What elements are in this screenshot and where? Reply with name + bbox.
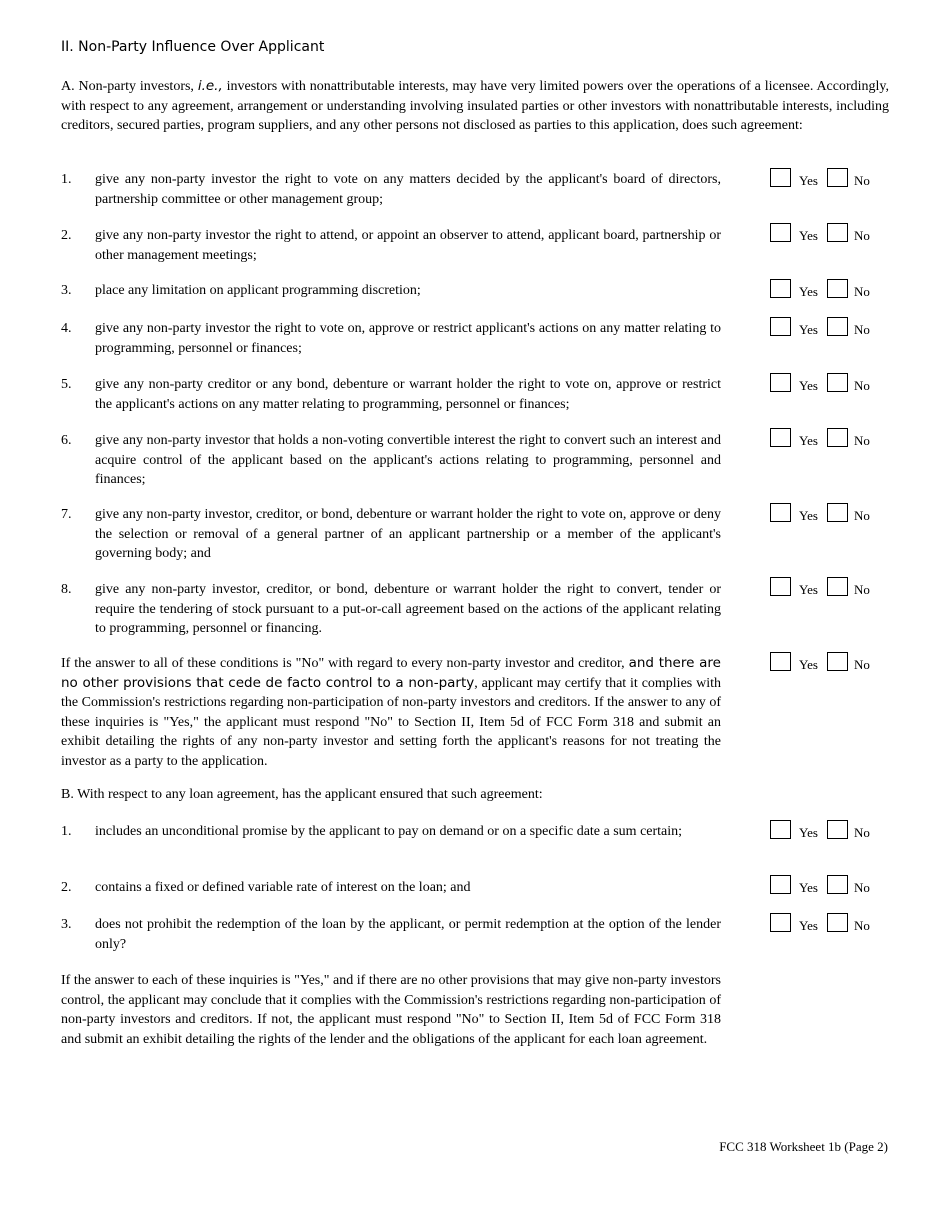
page-footer: FCC 318 Worksheet 1b (Page 2) xyxy=(719,1139,888,1154)
checkbox-yes[interactable] xyxy=(770,875,791,894)
item-number: 1. xyxy=(61,824,72,839)
no-label: No xyxy=(854,228,870,243)
item-a-4 xyxy=(61,319,721,358)
checkbox-yes[interactable] xyxy=(770,820,791,839)
item-number: 2. xyxy=(61,880,72,895)
certification-b: If the answer to each of these inquiries is "Yes," and if there are no other provisions that may give non-party investors control, the applicant may conclude that it complies with the Commission's restrictions regarding non-participation of non-party investors and creditors. If not, the applicant must respond "No" to Section II, Item 5d of FCC Form 318 and submit an exhibit detailing the rights of the lender and the obligations of the applicant for each loan agreement. xyxy=(61,973,721,1047)
checkbox-yes[interactable] xyxy=(770,577,791,596)
item-number: 7. xyxy=(61,507,72,522)
yes-no-a-5 xyxy=(770,373,890,397)
item-text: give any non-party investor the right to vote on, approve or restrict applicant's actions on any matter relating to programming, personnel or finances; xyxy=(95,321,721,356)
yes-no-a-2 xyxy=(770,223,890,247)
yes-label: Yes xyxy=(799,228,818,243)
no-label: No xyxy=(854,880,870,895)
checkbox-no[interactable] xyxy=(827,875,848,894)
intro-rest: investors with nonattributable interests, may have very limited powers over the operations of a licensee. Accordingly, with respect to any agreement, arrangement or understanding involving insulated parties or other investors with nonattributable interests, including creditors, secured parties, program suppliers, and any other persons not disclosed as parties to this application, does such agreement: xyxy=(61,79,890,133)
yes-no-a-4 xyxy=(770,317,890,341)
item-b-1 xyxy=(61,822,721,842)
item-b-3 xyxy=(61,915,721,954)
no-label: No xyxy=(854,433,870,448)
no-label: No xyxy=(854,284,870,299)
yes-label: Yes xyxy=(799,173,818,188)
item-a-7 xyxy=(61,505,721,564)
item-a-5 xyxy=(61,375,721,414)
item-number: 8. xyxy=(61,582,72,597)
no-label: No xyxy=(854,508,870,523)
checkbox-yes[interactable] xyxy=(770,279,791,298)
yes-no-b-2 xyxy=(770,875,890,899)
item-text: give any non-party investor, creditor, or bond, debenture or warrant holder the right to convert, tender or require the tendering of stock pursuant to a put-or-call agreement based on the actions of the applicant relating to programming, personnel or financing. xyxy=(95,582,721,636)
yes-label: Yes xyxy=(799,378,818,393)
section-b-heading: B. With respect to any loan agreement, has the applicant ensured that such agreement: xyxy=(61,787,543,802)
no-label: No xyxy=(854,918,870,933)
checkbox-no[interactable] xyxy=(827,503,848,522)
checkbox-no[interactable] xyxy=(827,428,848,447)
section-title: II. Non-Party Influence Over Applicant xyxy=(61,39,325,55)
intro-prefix: A. Non-party investors, xyxy=(61,79,198,94)
item-text: contains a fixed or defined variable rate of interest on the loan; and xyxy=(95,880,471,895)
yes-label: Yes xyxy=(799,433,818,448)
item-text: give any non-party investor the right to attend, or appoint an observer to attend, applicant board, partnership or other management meetings; xyxy=(95,228,721,263)
no-label: No xyxy=(854,657,870,672)
item-text: place any limitation on applicant programming discretion; xyxy=(95,283,421,298)
item-text: does not prohibit the redemption of the loan by the applicant, or permit redemption at the option of the lender only? xyxy=(95,917,721,952)
intro-paragraph xyxy=(61,77,889,136)
checkbox-no[interactable] xyxy=(827,820,848,839)
cert-a-part3: , applicant may certify that it complies with the Commission's restrictions regarding non-participation of non-party investors and creditors. If the answer to any of these inquiries is "Yes," the applicant must respond "No" to Section II, Item 5d of FCC Form 318 and submit an exhibit detailing the rights of any non-party investor and setting forth the applicant's reasons for not treating the investor as a party to the application. xyxy=(61,675,721,769)
checkbox-yes[interactable] xyxy=(770,428,791,447)
item-number: 4. xyxy=(61,321,72,336)
item-a-6 xyxy=(61,431,721,490)
yes-no-a-8 xyxy=(770,577,890,601)
checkbox-no[interactable] xyxy=(827,279,848,298)
checkbox-yes[interactable] xyxy=(770,913,791,932)
item-a-3 xyxy=(61,281,721,301)
checkbox-yes[interactable] xyxy=(770,652,791,671)
yes-no-a-6 xyxy=(770,428,890,452)
item-number: 5. xyxy=(61,377,72,392)
checkbox-yes[interactable] xyxy=(770,168,791,187)
yes-label: Yes xyxy=(799,657,818,672)
checkbox-no[interactable] xyxy=(827,373,848,392)
cert-a-part1: If the answer to all of these conditions is "No" with regard to every non-party investor and creditor, xyxy=(61,656,629,671)
cert-a-emphasis: and there are no other provisions that cede de facto control to a non-party xyxy=(61,655,721,691)
yes-label: Yes xyxy=(799,918,818,933)
checkbox-no[interactable] xyxy=(827,652,848,671)
item-text: give any non-party investor that holds a non-voting convertible interest the right to convert such an interest and acquire control of the applicant based on the applicant's actions relating to programming, personnel and finances; xyxy=(95,433,721,487)
checkbox-no[interactable] xyxy=(827,317,848,336)
checkbox-yes[interactable] xyxy=(770,223,791,242)
item-text: includes an unconditional promise by the applicant to pay on demand or on a specific date a sum certain; xyxy=(95,824,683,839)
item-a-2 xyxy=(61,226,721,265)
item-number: 2. xyxy=(61,228,72,243)
yes-label: Yes xyxy=(799,825,818,840)
yes-no-a-1 xyxy=(770,168,890,192)
no-label: No xyxy=(854,582,870,597)
item-number: 3. xyxy=(61,283,72,298)
yes-no-b-3 xyxy=(770,913,890,937)
checkbox-no[interactable] xyxy=(827,168,848,187)
item-a-1 xyxy=(61,170,721,209)
checkbox-yes[interactable] xyxy=(770,373,791,392)
checkbox-yes[interactable] xyxy=(770,317,791,336)
item-text: give any non-party creditor or any bond, debenture or warrant holder the right to vote on, approve or restrict the applicant's actions on any matter relating to programming, personnel or finances; xyxy=(95,377,721,412)
no-label: No xyxy=(854,173,870,188)
item-b-2 xyxy=(61,878,721,898)
yes-no-a-certify xyxy=(770,652,890,676)
item-text: give any non-party investor, creditor, or bond, debenture or warrant holder the right to vote on, approve or deny the selection or removal of a general partner of an applicant partnership or a member of the applicant's governing body; and xyxy=(95,507,721,561)
item-number: 6. xyxy=(61,433,72,448)
checkbox-no[interactable] xyxy=(827,913,848,932)
yes-label: Yes xyxy=(799,880,818,895)
checkbox-no[interactable] xyxy=(827,223,848,242)
item-a-8 xyxy=(61,580,721,639)
checkbox-yes[interactable] xyxy=(770,503,791,522)
yes-no-a-3 xyxy=(770,279,890,303)
yes-label: Yes xyxy=(799,582,818,597)
no-label: No xyxy=(854,378,870,393)
yes-no-a-7 xyxy=(770,503,890,527)
item-text: give any non-party investor the right to vote on any matters decided by the applicant's board of directors, partnership committee or other management group; xyxy=(95,172,721,207)
yes-label: Yes xyxy=(799,508,818,523)
item-number: 1. xyxy=(61,172,72,187)
checkbox-no[interactable] xyxy=(827,577,848,596)
certification-a xyxy=(61,654,721,771)
no-label: No xyxy=(854,825,870,840)
no-label: No xyxy=(854,322,870,337)
item-number: 3. xyxy=(61,917,72,932)
yes-no-b-1 xyxy=(770,820,890,844)
intro-ie: i.e., xyxy=(197,78,223,94)
yes-label: Yes xyxy=(799,284,818,299)
yes-label: Yes xyxy=(799,322,818,337)
